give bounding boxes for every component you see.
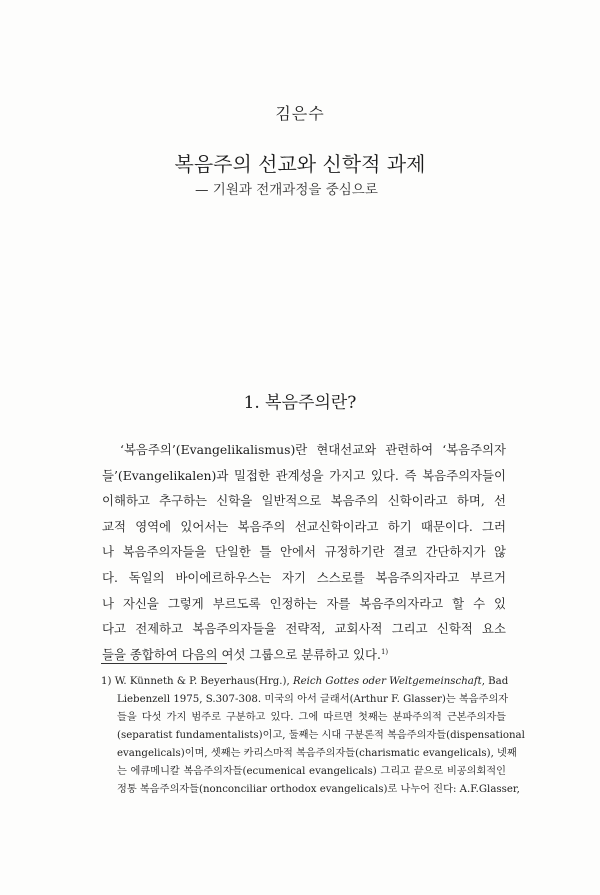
body-line: 나 복음주의자들을 단일한 틀 안에서 규정하기란 결코 간단하지가 않: [102, 544, 506, 560]
footnote-line: (separatist fundamentalists)이고, 둘째는 시대 구분론적 복음주의자들(dispensational: [117, 730, 525, 741]
footnote-divider: [101, 663, 227, 664]
body-line-text: 들을 종합하여 다음의 여섯 그룹으로 분류하고 있다.: [102, 646, 381, 662]
body-line: 다고 전제하고 복음주의자들을 전략적, 교회사적 그리고 신학적 요소: [102, 621, 506, 637]
footnote: [101, 673, 525, 799]
footnote-book-title: Reich Gottes oder Weltgemeinschaft: [292, 676, 482, 687]
footnote-citation-pre: 1) W. Künneth & P. Beyerhaus(Hrg.),: [101, 676, 293, 687]
article-subtitle: — 기원과 전개과정을 중심으로: [195, 182, 378, 198]
footnote-line: 정통 복음주의자들(nonconciliar orthodox evangelicals)로 나누어 진다: A.F.Glasser,: [117, 784, 520, 795]
author-name: 김은수: [275, 104, 325, 123]
article-title: 복음주의 선교와 신학적 과제: [174, 152, 426, 176]
footnote-marker[interactable]: 1): [380, 647, 389, 656]
body-line: 이해하고 추구하는 신학을 일반적으로 복음주의 신학이라고 하며, 선: [102, 493, 506, 509]
footnote-line: [101, 673, 509, 691]
footnote-line: 들을 다섯 가지 범주로 구분하고 있다. 그에 따르면 첫째는 분파주의적 근본주의자들: [117, 712, 506, 723]
footnote-citation-post: , Bad: [481, 676, 509, 687]
body-line: 다. 독일의 바이에르하우스는 자기 스스로를 복음주의자라고 부르거: [102, 569, 506, 585]
body-line: 나 자신을 그렇게 부르도록 인정하는 자를 복음주의자라고 할 수 있: [102, 595, 506, 611]
footnote-line: Liebenzell 1975, S.307-308. 미국의 아서 글래서(Arthur F. Glasser)는 복음주의자: [117, 694, 509, 705]
body-line: 교적 영역에 있어서는 복음주의 선교신학이라고 하기 때문이다. 그러: [102, 518, 506, 534]
section-heading: 1. 복음주의란?: [243, 393, 357, 413]
footnote-line: 는 에큐메니칼 복음주의자들(ecumenical evangelicals) 그리고 끝으로 비공의회적인: [117, 766, 506, 777]
body-paragraph: [102, 437, 506, 667]
body-line: ‘복음주의’(Evangelikalismus)란 현대선교와 관련하여 ‘복음주의자: [120, 442, 506, 457]
footnote-line: evangelicals)이며, 셋째는 카리스마적 복음주의자들(charismatic evangelicals), 넷째: [117, 748, 517, 759]
body-line: 들’(Evangelikalen)과 밀접한 관계성을 가지고 있다. 즉 복음주의자들이: [102, 467, 506, 483]
